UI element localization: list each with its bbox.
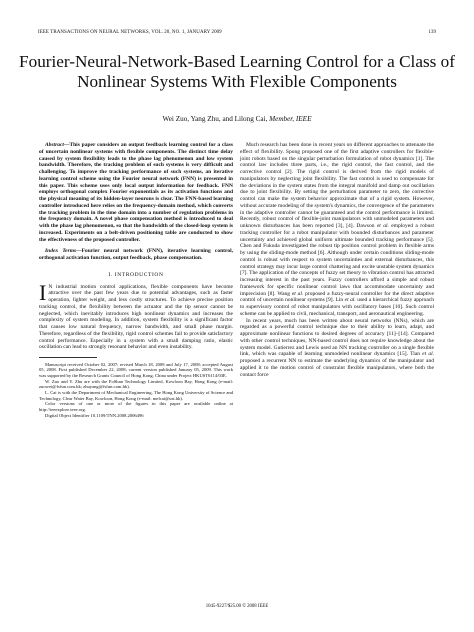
drop-cap: I	[39, 279, 47, 305]
copyright-footer: 1045-9227/$25.00 © 2008 IEEE	[205, 604, 269, 609]
body-text: proposed a recurrent NN to estimate the underlying dynamics of the manipulator and applied it to the motion control of constraint flexible manipulators, where both the contact force	[240, 358, 434, 378]
body-paragraph-1	[240, 142, 434, 318]
index-terms	[39, 248, 233, 262]
body-text-italic: et al.	[376, 223, 389, 229]
body-text: employed a robust tracking controller for a robot manipulator with bounded disturbances and parameter uncertainty and achieved global uniform ultimate bounded tracking performance [5]. Chen and Fukuda investigated the robust tip position control problem in flexible arms by using the sliding-mode method [6]. Although under certain conditions sliding-mode control is robust with respect to system uncertainties and external disturbances, this control strategy may incur large control chattering and excite unstable system dynamics [7]. The application of the concepts of fuzzy set theory to vibration control has attracted increasing interest in the past years. Fuzzy controllers afford a simple and robust framework for specific nonlinear control laws that accommodate uncertainty and imprecision [8]. Wang	[240, 223, 434, 297]
author-line	[0, 115, 474, 123]
journal-name: IEEE TRANSACTIONS ON NEURAL NETWORKS, VOL. 20, NO. 1, JANUARY 2009	[38, 30, 222, 35]
author-membership: Member, IEEE	[269, 115, 312, 123]
footnote-manuscript: Manuscript received October 02, 2007; revised March 18, 2008 and July 17, 2008; accepted August 05, 2008. First published December 22, 2008; current version published January 05, 2009. This work was supported by the Research Grants Council of Hong Kong, China under Project HKUST6114/03E.	[39, 361, 233, 378]
left-column	[39, 142, 233, 419]
body-text: In recent years, much has been written about neural networks (NNs), which are regarded as a powerful control technique due to their ability to learn, adapt, and approximate nonlinear functions to desired degrees of accuracy [11]–[14]. Compared with other control techniques, NN-based control does not require knowledge about the system model. Gutierrez and Lewis used an NN tracking controller on a single flexible link, which was capable of learning unmodeled nonlinear dynamics [15]. Tian	[240, 317, 434, 358]
right-column	[240, 142, 434, 378]
intro-text: N industrial motion control applications, flexible components have become attractive over the past few years due to potential advantages, such as faster operation, lighter weight, and less costly structures. To achieve precise position tracking control, the flexibility between the actuator and the tip sensor cannot be neglected, which inevitably introduces high nonlinear dynamics and increases the complexity of system modeling. In addition, system flexibility is a significant factor that causes low natural frequency, narrow bandwidth, and small phase margin. Therefore, regardless of the flexibility, rigid control schemes fail to provide satisfactory control performance. Especially in a system with a small damping ratio, elastic oscillation can lead to strongly resonant behavior and even instability.	[39, 283, 233, 351]
body-text-italic: et al.	[422, 351, 434, 358]
footnote-affiliation-2: L. Cai is with the Department of Mechanical Engineering, The Hong Kong University of Science and Technology, Clear Water Bay, Kowloon, Hong Kong (e-mail: melcai@ust.hk).	[39, 390, 233, 401]
paper-title: Fourier-Neural-Network-Based Learning Control for a Class of Nonlinear Systems With Flexible Components	[19, 52, 455, 91]
page-number: 139	[428, 30, 436, 35]
footnote-affiliation-1: W. Zuo and Y. Zhu are with the FoShan Technology Limited, Kowloon Bay, Hong Kong (e-mail: zuowei@fsfun.com.hk; zhuyang@fsfun.com.hk).	[39, 378, 233, 390]
body-text-italic: et al.	[291, 290, 304, 297]
index-terms-lead: Index Terms	[45, 248, 77, 255]
footnote-color: Color versions of one or more of the figures in this paper are available online at http://ieeexplore.ieee.org.	[39, 401, 233, 413]
running-header	[38, 30, 436, 35]
body-text-italic: et al.	[344, 297, 356, 304]
body-text: used a hierarchical fuzzy approach to supervisory control of robot manipulators with oscillatory bases [10]. Such control scheme can be applied to civil, mechanical, transport, and aeronautical engineering.	[240, 297, 434, 317]
body-paragraph-2	[240, 318, 434, 379]
footnote-doi: Digital Object Identifier 10.1109/TNN.2008.2006496	[45, 412, 144, 418]
section-heading: I. INTRODUCTION	[108, 271, 164, 278]
intro-paragraph	[39, 279, 233, 352]
body-text: Much research has been done in recent years on different approaches to attenuate the effect of flexibility. Spong proposed one of the first adaptive controllers for flexible-joint robots based on the singular perturbation formulation of robot dynamics [1]. The control law includes three parts, i.e., the rigid control, the fast control, and the corrective control [2]. The rigid control is derived from the rigid models of manipulators by neglecting joint flexibility. The fast control is used to compensate for the deviations in the system states from the integral manifold and damp out oscillation due to joint flexibility. By setting the perturbation parameter to zero, the corrective control can make the system behavior approximate that of a rigid system. However, without accurate modeling of the system's dynamics, the convergence of the parameters in the adaptive controller cannot be guaranteed and the control performance is limited. Recently, robust control of flexible-joint manipulators with unmodeled parameters and unknown disturbances has been reported [3], [4]. Dawson	[240, 142, 434, 229]
abstract-lead: Abstract	[45, 142, 64, 148]
body-text: proposed a fuzzy-neural controller for the direct adaptive control of uncertain nonlinear systems [9]. Lin	[240, 290, 434, 304]
footnote-divider	[39, 357, 97, 358]
author-names: Wei Zuo, Yang Zhu, and Lilong Cai,	[162, 115, 268, 123]
abstract	[39, 142, 233, 243]
abstract-text: —This paper considers an output feedback learning control for a class of uncertain nonlinear systems with flexible components. The distinct time delay caused by system flexibility leads to the phase lag phenomenon and low system bandwidth. Therefore, the tracking problem of such systems is very difficult and challenging. To improve the tracking performance of such systems, an iterative learning control scheme using the Fourier neural network (FNN) is presented in this paper. This scheme uses only local output information for feedback. FNN employs orthogonal complex Fourier exponentials as its activation functions and the physical meaning of its hidden-layer neurons is clear. The FNN-based learning controller introduced here relies on the frequency-domain method, which converts the tracking problem in the time domain into a number of regulation problems in the frequency domain. A novel phase compensation method is introduced to deal with the phase lag phenomenon, so that the bandwidth of the closed-loop system is increased. Experiments on a belt-driven positioning table are conducted to show the effectiveness of the proposed controller.	[39, 142, 233, 243]
index-terms-text: —Fourier neural network (FNN), iterative learning control, orthogonal activation function, output feedback, phase compensation.	[39, 248, 233, 261]
